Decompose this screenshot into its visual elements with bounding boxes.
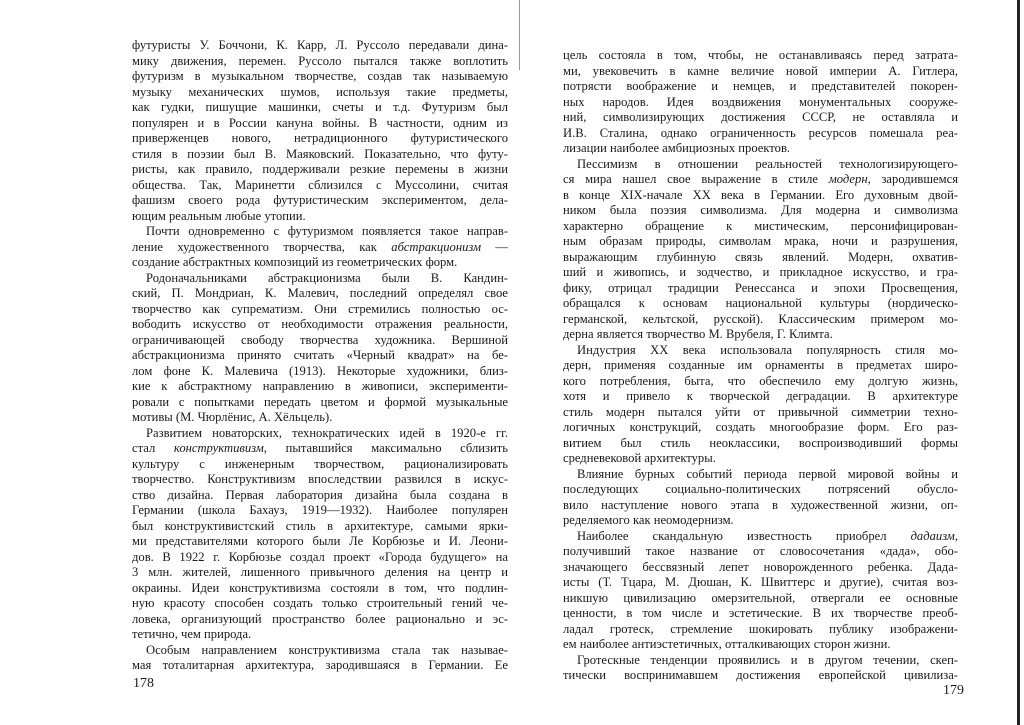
text-segment: , пытавшийся максимально сблизить <box>263 441 508 455</box>
text-segment: ся мира нашел свое выражение в стиле <box>563 172 829 186</box>
text-line: культуру с инженерным творчеством, рационализировать <box>132 456 508 471</box>
text-line: абстракционизма принято считать «Черный квадрат» на бе- <box>132 348 508 362</box>
text-line <box>132 240 508 256</box>
paragraph <box>132 643 508 674</box>
text-line: популярен и в России кануна войны. В частности, одним из <box>132 115 508 130</box>
text-line: ство дизайна. Первая лаборатория дизайна была создана в <box>132 487 508 502</box>
text-line: 3 млн. жителей, лишенного привычного деления на центр и <box>132 565 508 579</box>
page-number-left: 178 <box>133 676 154 691</box>
text-segment: Наиболее скандальную известность приобрел <box>577 528 911 543</box>
text-line: ющим реальным любые утопии. <box>132 208 306 223</box>
text-line: ристы, как правило, поддерживали резкие перемены в жизни <box>132 162 508 176</box>
text-line: ных народов. Идея воздвижения монументальных сооруже- <box>563 94 958 109</box>
text-line: лизации наиболее амбициозных проектов. <box>563 141 791 155</box>
text-line: общества. Так, Маринетти сблизился с Муссолини, считая <box>132 177 508 192</box>
text-line: вободить искусство от необходимости отражения реальности, <box>132 317 508 331</box>
text-line: дов. В 1922 г. Корбюзье создал проект «Города будущего» на <box>132 549 508 564</box>
paragraph <box>563 343 958 467</box>
italic-term: модерн <box>828 172 868 186</box>
text-line: творчество. Конструктивизм впоследствии развился в искус- <box>132 472 508 486</box>
text-line: ем наиболее антиэстетичных, отталкивающих сторон жизни. <box>563 637 891 651</box>
text-segment: — <box>481 239 509 254</box>
text-line: получивший такое название от словосочетания «дада», обо- <box>563 544 958 558</box>
text-segment: , <box>954 528 958 543</box>
text-line: Гротескные тенденции проявились и в другом течении, скеп- <box>577 652 958 667</box>
text-line: мая тоталитарная архитектура, зародившаяся в Германии. Ее <box>132 658 508 672</box>
text-line: ми, увековечить в камне величие новой империи А. Гитлера, <box>563 63 958 78</box>
text-line: значающего бессвязный лепет новорожденного ребенка. Дада- <box>563 559 958 574</box>
paragraph <box>563 529 958 653</box>
text-line: выражающим глубинную связь явлений. Модерн, охватив- <box>563 249 958 264</box>
text-line: тически воспринимавшем достижения европейской цивилиза- <box>563 668 958 682</box>
page-number-right: 179 <box>943 683 964 698</box>
text-line <box>563 172 958 188</box>
text-line: мику движения, перемен. Руссоло пытался также воплотить <box>132 53 508 68</box>
text-line <box>563 529 958 545</box>
text-line: ным образам природы, символам мрака, ночи и разрушения, <box>563 234 958 248</box>
paragraph <box>132 426 508 643</box>
italic-term: конструктивизм <box>173 441 264 455</box>
text-line: стиля в поэзии был В. Маяковский. Показательно, что футу- <box>132 146 508 161</box>
text-line: дерна является творчество М. Врубеля, Г. Климта. <box>563 327 833 341</box>
paragraph <box>132 271 508 426</box>
text-line: кого потребления, быта, что обеспечило ему долгую жизнь, <box>563 373 958 388</box>
right-page-text <box>563 48 958 684</box>
text-line: футуристы У. Боччони, К. Карр, Л. Руссоло передавали дина- <box>132 38 508 52</box>
text-line: как гудки, пишущие машинки, счеты и т.д. Футуризм был <box>132 100 508 114</box>
text-line: в конце XIX-начале XX века в Германии. Его духовным двой- <box>563 187 958 202</box>
text-line: тетично, чем природа. <box>132 627 252 641</box>
text-line: германской, кельтской, русской). Классическим примером мо- <box>563 311 958 326</box>
text-line: Развитием новаторских, технократических идей в 1920-е гг. <box>146 425 508 440</box>
text-line: был конструктивистский стиль в архитектуре, самыми ярки- <box>132 518 508 533</box>
italic-term: дадаизм <box>910 528 955 543</box>
text-line: ределяемого как неомодернизм. <box>563 513 734 527</box>
text-line: И.В. Сталина, однако ограниченность ресурсов помешала реа- <box>563 125 958 140</box>
text-line: ловека, организующий пространство более рационально и эс- <box>132 611 508 626</box>
text-line: никшую цивилизацию омерзительной, отвергали ее основные <box>563 590 958 605</box>
text-segment: стал <box>132 441 174 455</box>
left-page-text <box>132 38 508 674</box>
book-gutter-line <box>519 0 520 70</box>
text-line: ограничивающей свободу творчества художника. Вершиной <box>132 332 508 347</box>
text-line: обращался к основам национальной культуры (нордическо- <box>563 296 958 310</box>
text-line: вило наступление нового этапа в художественной жизни, оп- <box>563 497 958 512</box>
text-line: средневековой архитектуры. <box>563 451 716 465</box>
text-line: характерно обращение к мистическим, персонифицирован- <box>563 218 958 233</box>
text-line: окраины. Идеи конструктивизма состояли в том, что подлин- <box>132 580 508 595</box>
text-line: дерн, применяя созданные им орнаменты в предметах широ- <box>563 358 958 372</box>
text-line: ровали с попытками передать цветом и формой музыкальные <box>132 394 508 409</box>
text-line: Германии (школа Бахауз, 1919—1932). Наиболее популярен <box>132 503 508 517</box>
text-line: футуризм в музыкальном творчестве, создав так называемую <box>132 69 508 83</box>
text-line: кие к абстрактному направлению в живописи, эксперименти- <box>132 379 508 393</box>
paragraph <box>132 224 508 271</box>
text-segment: , зародившемся <box>867 172 958 186</box>
text-line: логичных конструкций, создать многообразие форм. Его раз- <box>563 420 958 434</box>
text-line: мотивы (М. Чюрлёнис, А. Хёльцель). <box>132 410 333 424</box>
text-line: ми представителями которого были Ле Корбюзье и И. Леони- <box>132 534 508 548</box>
text-line: ценности, в том числе и эстетические. В их творчестве преоб- <box>563 606 958 620</box>
text-line: ний, символизирующих достижения СССР, не оставляла и <box>563 110 958 124</box>
text-line: витием был стиль неоклассики, воспроизводивший формы <box>563 435 958 450</box>
text-line: исты (Т. Тцара, М. Дюшан, К. Швиттерс и другие), считая воз- <box>563 575 958 589</box>
text-line: фашизм своего рода футуристическим экспериментом, дела- <box>132 193 508 207</box>
paragraph <box>563 157 958 343</box>
text-line: ский, П. Мондриан, К. Малевич, последний определял свое <box>132 286 508 300</box>
paragraph <box>132 38 508 224</box>
paragraph <box>563 48 958 157</box>
text-line: Почти одновременно с футуризмом появляется такое направ- <box>146 224 508 238</box>
text-line: ладал гротеск, стремление шокировать публику изображени- <box>563 621 958 636</box>
text-line: последующих социально-политических потрясений обусло- <box>563 482 958 496</box>
text-line: цель состояла в том, чтобы, не останавливаясь перед затрата- <box>563 48 958 62</box>
text-line: приверженцев нового, нетрадиционного футуристического <box>132 131 508 145</box>
text-line: потрясти воображение и немцев, и представителей покорен- <box>563 79 958 93</box>
text-line: хотя и привело к творческой деградации. В архитектуре <box>563 389 958 403</box>
text-line: Влияние бурных событий периода первой мировой войны и <box>577 466 958 481</box>
scan-edge-shadow <box>1017 0 1020 725</box>
text-line: фику, отрицал традиции Ренессанса и эпохи Просвещения, <box>563 280 958 295</box>
text-line: Пессимизм в отношении реальностей технологизирующего- <box>577 156 958 171</box>
text-line: Особым направлением конструктивизма стала так называе- <box>146 642 508 657</box>
paragraph <box>563 653 958 684</box>
text-segment: ление художественного творчества, как <box>132 239 392 254</box>
text-line: Индустрия XX века использовала популярность стиля мо- <box>577 342 958 357</box>
text-line: музыку механических шумов, используя такие предметы, <box>132 84 508 99</box>
text-line: творчество как супрематизм. Они стремились полностью ос- <box>132 301 508 316</box>
text-line: ший и живопись, и зодчество, и прикладное искусство, и гра- <box>563 265 958 279</box>
text-line: стиль модерн пытался уйти от привычной симметрии техно- <box>563 404 958 419</box>
paragraph <box>563 467 958 529</box>
text-line <box>132 441 508 457</box>
text-line: лом фоне К. Малевича (1913). Некоторые художники, близ- <box>132 363 508 378</box>
text-line: ником была поэзия символизма. Для модерна и символизма <box>563 203 958 217</box>
italic-term: абстракционизм <box>391 239 482 254</box>
text-line: создание абстрактных композиций из геометрических форм. <box>132 255 458 269</box>
text-line: ную красоту способен создать только строительный гений че- <box>132 596 508 610</box>
text-line: Родоначальниками абстракционизма были В. Кандин- <box>146 270 508 285</box>
